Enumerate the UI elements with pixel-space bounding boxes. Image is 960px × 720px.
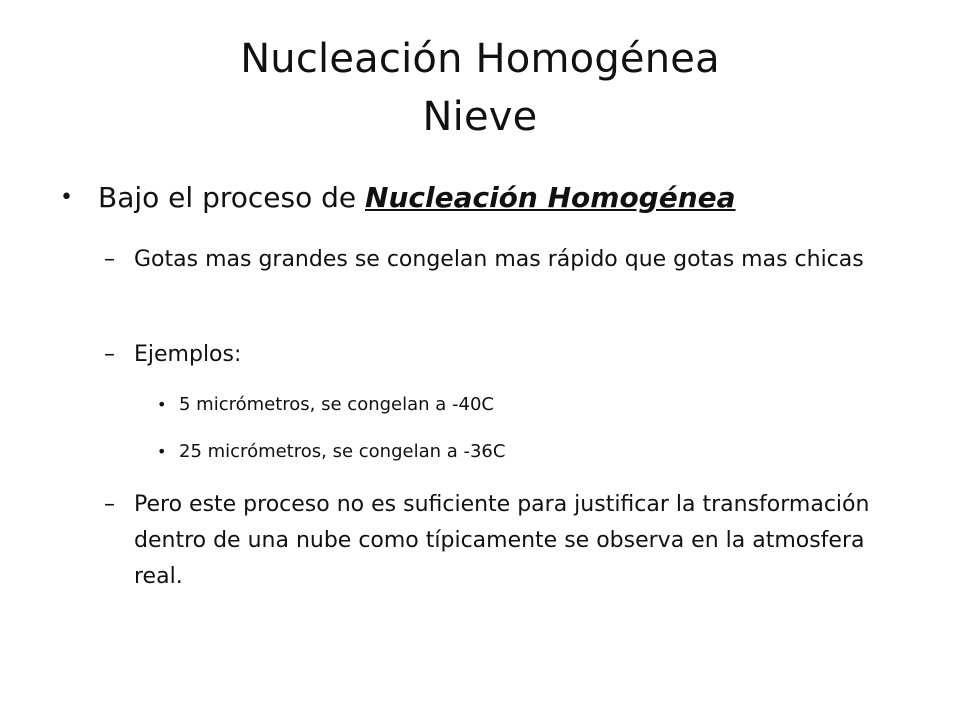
bullet-marker: • xyxy=(157,395,167,414)
subbullet-pero xyxy=(104,487,904,595)
example-item-25um-text: 25 micrómetros, se congelan a -36C xyxy=(179,441,506,462)
subbullet-ejemplos-text: Ejemplos: xyxy=(134,342,242,367)
dash-marker: – xyxy=(104,492,115,517)
subbullet-ejemplos xyxy=(104,337,904,373)
bullet-marker: • xyxy=(157,442,167,461)
dash-marker: – xyxy=(104,342,115,367)
subbullet-pero-text: Pero este proceso no es suficiente para justificar la transformación dentro de una nube como típicamente se observa en la atmosfera real. xyxy=(134,492,870,589)
bullet-level1-emphasis: Nucleación Homogénea xyxy=(365,181,736,214)
bullet-marker: • xyxy=(60,185,73,210)
bullet-level1-text xyxy=(98,178,736,218)
bullet-level1-prefix: Bajo el proceso de xyxy=(98,181,366,214)
subbullet-gotas-text: Gotas mas grandes se congelan mas rápido que gotas mas chicas xyxy=(134,247,864,272)
title-line-1: Nucleación Homogénea xyxy=(240,36,720,82)
dash-marker: – xyxy=(104,247,115,272)
example-item-5um-text: 5 micrómetros, se congelan a -40C xyxy=(179,394,494,415)
subbullet-gotas xyxy=(104,242,904,278)
title-line-2: Nieve xyxy=(422,94,538,140)
